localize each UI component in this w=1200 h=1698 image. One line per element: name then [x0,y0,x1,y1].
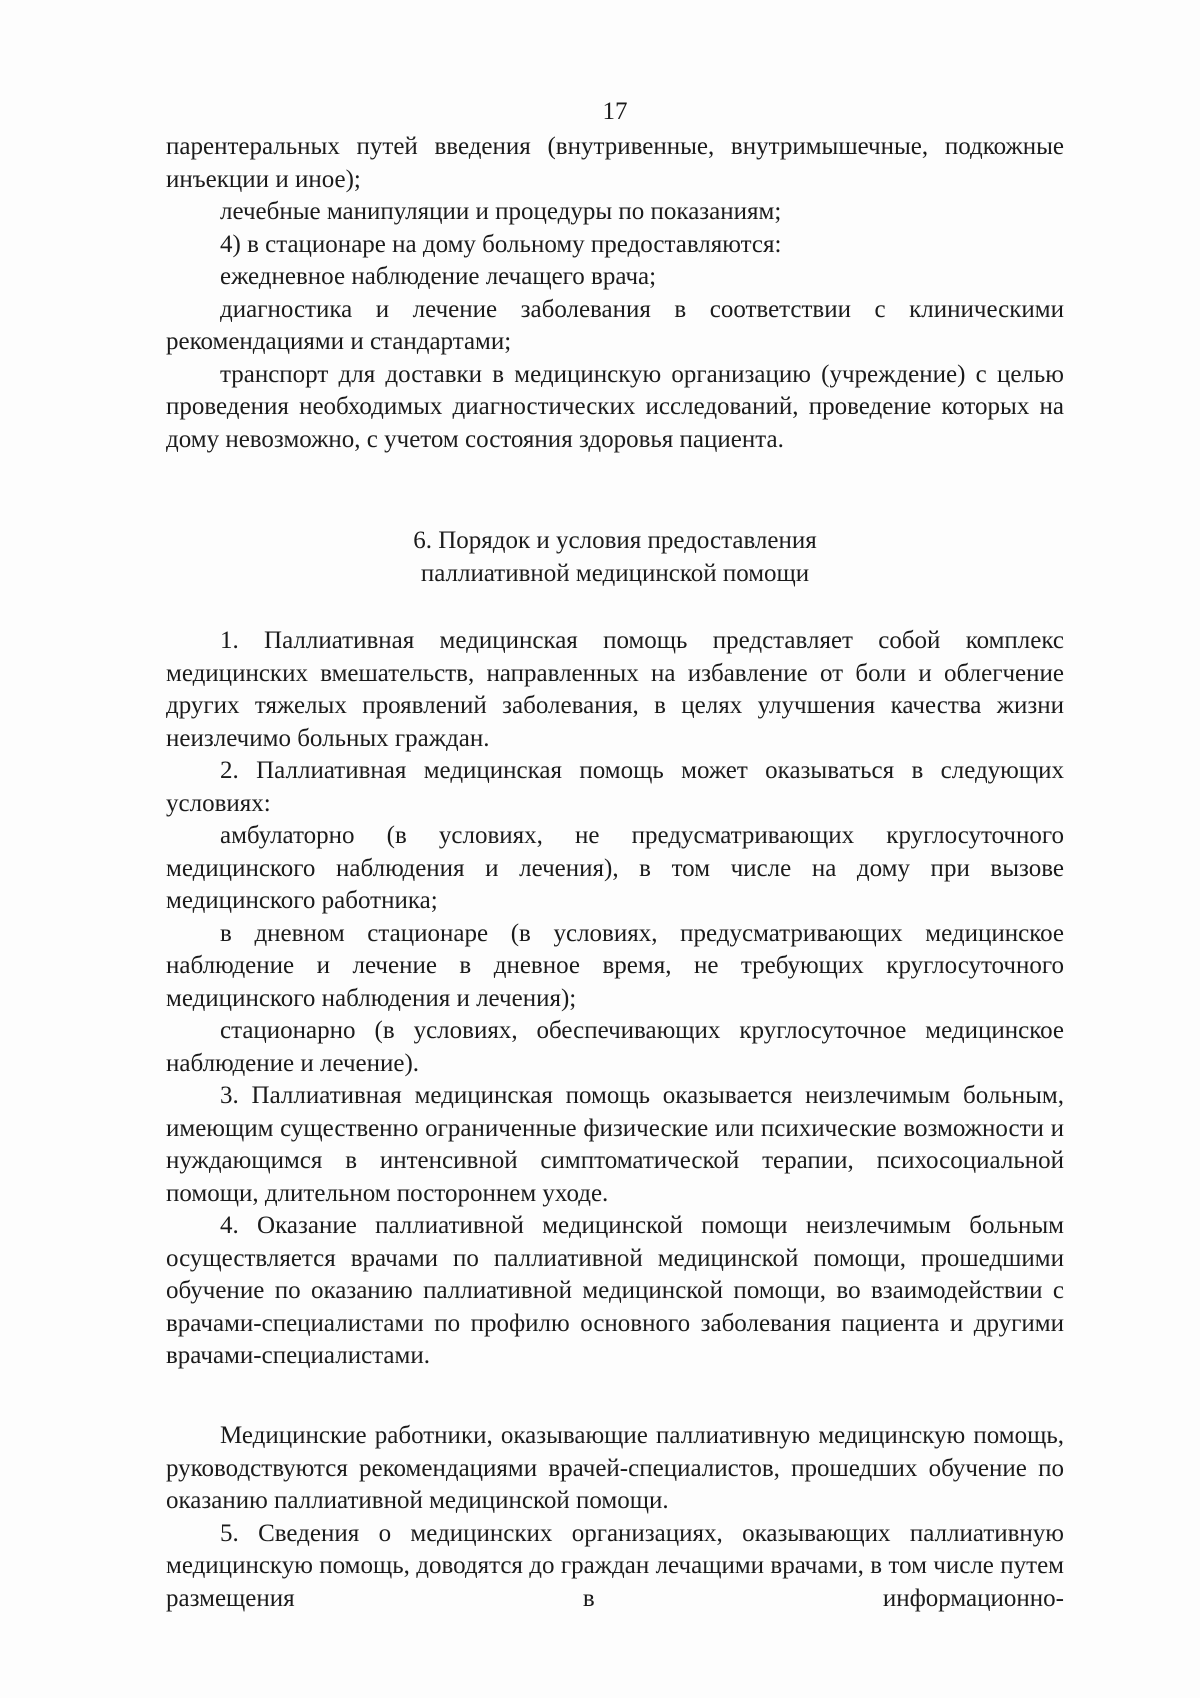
paragraph: 3. Паллиативная медицинская помощь оказывается неизлечимым больным, имеющим существенно ограниченные физические или психические возможности и нуждающимся в интенсивной симптоматической терапии, психосоциальной помощи, длительном постороннем уходе. [166,1082,1064,1207]
paragraph: в дневном стационаре (в условиях, предусматривающих медицинское наблюдение и лечение в дневное время, не требующих круглосуточного медицинского наблюдения и лечения); [166,919,1064,1012]
paragraph: транспорт для доставки в медицинскую организацию (учреждение) с целью проведения необходимых диагностических исследований, проведение которых на дому невозможно, с учетом состояния здоровья пациента. [166,360,1064,453]
paragraph: парентеральных путей введения (внутривенные, внутримышечные, подкожные инъекции и иное); [166,133,1064,193]
paragraph: 4. Оказание паллиативной медицинской помощи неизлечимым больным осуществляется врачами по паллиативной медицинской помощи, прошедшими обучение по оказанию паллиативной медицинской помощи, во взаимодействии с врачами-специалистами по профилю основного заболевания пациента и другими врачами-специалистами. [166,1212,1064,1369]
paragraph: ежедневное наблюдение лечащего врача; [220,263,657,290]
paragraph: 4) в стационаре на дому больному предоставляются: [220,230,782,258]
section-heading-line-2: паллиативной медицинской помощи [420,560,810,587]
paragraph: 2. Паллиативная медицинская помощь может оказываться в следующих условиях: [166,757,1064,817]
paragraph: стационарно (в условиях, обеспечивающих круглосуточное медицинское наблюдение и лечение). [166,1017,1064,1077]
section-heading-line-1: 6. Порядок и условия предоставления [413,527,817,554]
paragraph: лечебные манипуляции и процедуры по показаниям; [220,198,782,225]
paragraph: 1. Паллиативная медицинская помощь представляет собой комплекс медицинских вмешательств, направленных на избавление от боли и облегчение других тяжелых проявлений заболевания, в целях улучшения качества жизни неизлечимо больных граждан. [166,627,1064,752]
paragraph: амбулаторно (в условиях, не предусматривающих круглосуточного медицинского наблюдения и лечения), в том числе на дому при вызове медицинского работника; [166,822,1064,914]
paragraph: 5. Сведения о медицинских организациях, оказывающих паллиативную медицинскую помощь, доводятся до граждан лечащими врачами, в том числе путем размещения в информационно- [166,1519,1064,1612]
section-text-block [166,625,1064,1373]
paragraph: диагностика и лечение заболевания в соответствии с клиническими рекомендациями и стандартами; [166,295,1064,355]
section-heading [166,524,1064,590]
page-number: 17 [602,98,628,125]
paragraph: Медицинские работники, оказывающие паллиативную медицинскую помощь, руководствуются рекомендациями врачей-специалистов, прошедших обучение по оказанию паллиативной медицинской помощи. [166,1422,1064,1514]
top-text-block [166,131,1064,456]
bottom-text-block [166,1420,1064,1615]
